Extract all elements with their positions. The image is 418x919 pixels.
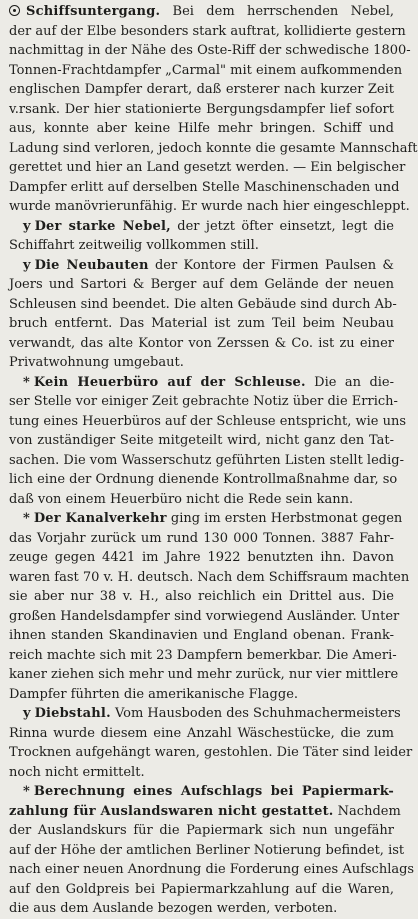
article-line bbox=[9, 607, 400, 627]
article-1 bbox=[9, 2, 418, 217]
section-mark: y bbox=[23, 218, 31, 234]
article-line bbox=[9, 295, 397, 315]
line-text: daß von einem Heuerbüro nicht die Rede sein kann. bbox=[9, 491, 354, 507]
line-text: die aus dem Auslande bezogen werden, verboten. bbox=[9, 901, 338, 916]
line-text: kaner ziehen sich mehr und mehr zurück, nur vier mittlere bbox=[9, 667, 399, 682]
line-text: wurde manövrierunfähig. Er wurde nach hier eingeschleppt. bbox=[9, 199, 410, 214]
article-2 bbox=[9, 217, 394, 256]
line-text: großen Handelsdampfer sind vorwiegend Ausländer. Unter bbox=[9, 608, 400, 624]
line-text: Dampfer führten die amerikanische Flagge. bbox=[9, 686, 299, 702]
article-headline: Kein Heuerbüro auf der Schleuse. bbox=[33, 374, 306, 390]
article-headline: Der Kanalverkehr bbox=[33, 511, 167, 526]
line-text: Trocknen aufgehängt waren, gestohlen. Die Täter sind leider bbox=[9, 745, 413, 760]
article-line bbox=[9, 509, 403, 529]
section-mark: y bbox=[23, 257, 31, 273]
article-line bbox=[9, 841, 405, 861]
section-mark: y bbox=[23, 706, 31, 721]
section-mark: * bbox=[23, 511, 30, 526]
article-line bbox=[9, 451, 404, 471]
article-line bbox=[9, 158, 406, 178]
article-line bbox=[9, 490, 394, 510]
article-line bbox=[9, 139, 418, 159]
line-text: lich eine der Ordnung dienende Kontrollmaßnahme dar, so bbox=[9, 472, 398, 487]
article-line bbox=[9, 392, 398, 412]
line-text: Joers und Sartori & Berger auf dem Gelände der neuen bbox=[9, 277, 394, 292]
article-line bbox=[9, 314, 394, 334]
article-6 bbox=[9, 704, 413, 782]
article-7 bbox=[9, 782, 415, 919]
article-headline: Schiffsuntergang. bbox=[26, 4, 161, 19]
article-line bbox=[9, 353, 394, 373]
line-text: waren fast 70 v. H. deutsch. Nach dem Schiffsraum machten bbox=[9, 569, 410, 585]
line-text: bruch entfernt. Das Material ist zum Teil beim Neubau bbox=[9, 316, 394, 331]
line-text: das Vorjahr zurück um rund 130 000 Tonnen. 3887 Fahr- bbox=[9, 530, 394, 546]
article-line bbox=[9, 860, 415, 880]
article-5 bbox=[9, 509, 410, 704]
article-body-text: Vom Hausboden des Schuhmachermeisters bbox=[110, 706, 401, 721]
article-headline: zahlung für Auslandswaren nicht gestattet. bbox=[9, 803, 334, 819]
line-text: Schleusen sind beendet. Die alten Gebäude sind durch Ab- bbox=[9, 296, 397, 312]
article-line bbox=[9, 724, 394, 744]
line-text: Berechnung eines Aufschlags bei Papiermark- bbox=[33, 784, 394, 799]
line-text: zeuge gegen 4421 im Jahre 1922 benutzten ihn. Davon bbox=[9, 550, 394, 565]
line-text: noch nicht ermittelt. bbox=[9, 764, 145, 780]
article-line bbox=[9, 626, 394, 646]
line-text: sie aber nur 38 v. H., also reichlich ein Drittel aus. Die bbox=[9, 589, 394, 604]
article-line bbox=[9, 22, 406, 42]
article-line bbox=[9, 197, 410, 217]
article-line bbox=[9, 275, 394, 295]
line-text: tung eines Heuerbüros auf der Schleuse entspricht, wie uns bbox=[9, 413, 407, 429]
article-headline: Der starke Nebel, bbox=[34, 218, 171, 234]
article-4 bbox=[9, 373, 407, 510]
article-line bbox=[9, 217, 394, 237]
circle-bullet-icon bbox=[9, 5, 20, 16]
line-text: Dampfer erlitt auf derselben Stelle Maschinenschaden und bbox=[9, 179, 400, 195]
line-text: sachen. Die vom Wasserschutz geführten Listen stellt ledig- bbox=[9, 452, 404, 468]
line-text: der auf der Elbe besonders stark auftrat, kollidierte gestern bbox=[9, 23, 406, 39]
article-line bbox=[9, 743, 413, 763]
article-line bbox=[9, 763, 394, 783]
section-mark: * bbox=[23, 374, 30, 390]
line-text: auf den Goldpreis bei Papiermarkzahlung auf die Waren, bbox=[9, 881, 394, 897]
article-body-text: Bei dem herrschenden Nebel, bbox=[160, 4, 394, 19]
article-line bbox=[9, 373, 394, 393]
article-line bbox=[9, 587, 394, 607]
article-line bbox=[9, 80, 394, 100]
line-text: nach einer neuen Anordnung die Forderung eines Aufschlags bbox=[9, 862, 415, 877]
article-line bbox=[9, 880, 394, 900]
line-text: Schiffahrt zeitweilig vollkommen still. bbox=[9, 238, 259, 253]
article-line bbox=[9, 529, 394, 549]
article-body-text: Nachdem bbox=[333, 803, 401, 819]
article-body-text: der jetzt öfter einsetzt, legt die bbox=[170, 218, 394, 234]
article-line bbox=[9, 412, 407, 432]
line-text: von zuständiger Seite mitgeteilt wird, nicht ganz den Tat- bbox=[9, 433, 394, 448]
article-body-text: ging im ersten Herbstmonat gegen bbox=[166, 511, 403, 526]
article-line bbox=[9, 431, 394, 451]
section-mark: * bbox=[23, 784, 30, 799]
line-text: Tonnen-Frachtdampfer „Carmal" mit einem aufkommenden bbox=[9, 62, 403, 78]
line-text: Rinna wurde diesem eine Anzahl Wäschestücke, die zum bbox=[9, 725, 394, 741]
article-line bbox=[9, 646, 397, 666]
line-text: auf der Höhe der amtlichen Berliner Notierung befindet, ist bbox=[9, 842, 405, 858]
line-text: verwandt, das alte Kontor von Zerssen & Co. ist zu einer bbox=[9, 335, 394, 351]
article-line bbox=[9, 802, 401, 822]
article-line bbox=[9, 334, 394, 354]
line-text: Privatwohnung umgebaut. bbox=[9, 355, 184, 370]
article-line bbox=[9, 821, 394, 841]
article-line bbox=[9, 236, 394, 256]
article-line bbox=[9, 61, 403, 81]
article-line bbox=[9, 41, 411, 61]
line-text: v.rsank. Der hier stationierte Bergungsdampfer lief sofort bbox=[9, 101, 394, 117]
article-line bbox=[9, 100, 394, 120]
article-3 bbox=[9, 256, 397, 373]
article-line bbox=[9, 782, 394, 802]
article-line bbox=[9, 548, 394, 568]
line-text: gerettet und hier an Land gesetzt werden. — Ein belgischer bbox=[9, 160, 406, 175]
article-body-text: der Kontore der Firmen Paulsen & bbox=[148, 257, 394, 273]
article-line bbox=[9, 119, 394, 139]
article-headline: Die Neubauten bbox=[34, 257, 149, 273]
article-line bbox=[9, 256, 394, 276]
article-line bbox=[9, 568, 410, 588]
article-line bbox=[9, 665, 399, 685]
line-text: ser Stelle vor einiger Zeit gebrachte Notiz über die Errich- bbox=[9, 394, 398, 409]
article-line bbox=[9, 899, 394, 919]
article-line bbox=[9, 470, 398, 490]
article-line bbox=[9, 685, 394, 705]
article-line bbox=[9, 2, 394, 22]
line-text: Ladung sind verloren, jedoch konnte die gesamte Mannschaft bbox=[9, 140, 418, 156]
line-text: der Auslandskurs für die Papiermark sich nun ungefähr bbox=[9, 823, 394, 838]
article-body-text: Die an die- bbox=[305, 374, 395, 390]
article-line bbox=[9, 704, 401, 724]
line-text: aus, konnte aber keine Hilfe mehr bringen. Schiff und bbox=[9, 121, 394, 136]
line-text: ihnen standen Skandinavien und England obenan. Frank- bbox=[9, 628, 394, 643]
article-line bbox=[9, 178, 400, 198]
line-text: reich machte sich mit 23 Dampfern bemerkbar. Die Ameri- bbox=[9, 647, 397, 663]
article-headline: Diebstahl. bbox=[34, 706, 111, 721]
line-text: englischen Dampfer derart, daß ersterer nach kurzer Zeit bbox=[9, 82, 394, 97]
line-text: nachmittag in der Nähe des Oste-Riff der schwedische 1800- bbox=[9, 43, 411, 58]
